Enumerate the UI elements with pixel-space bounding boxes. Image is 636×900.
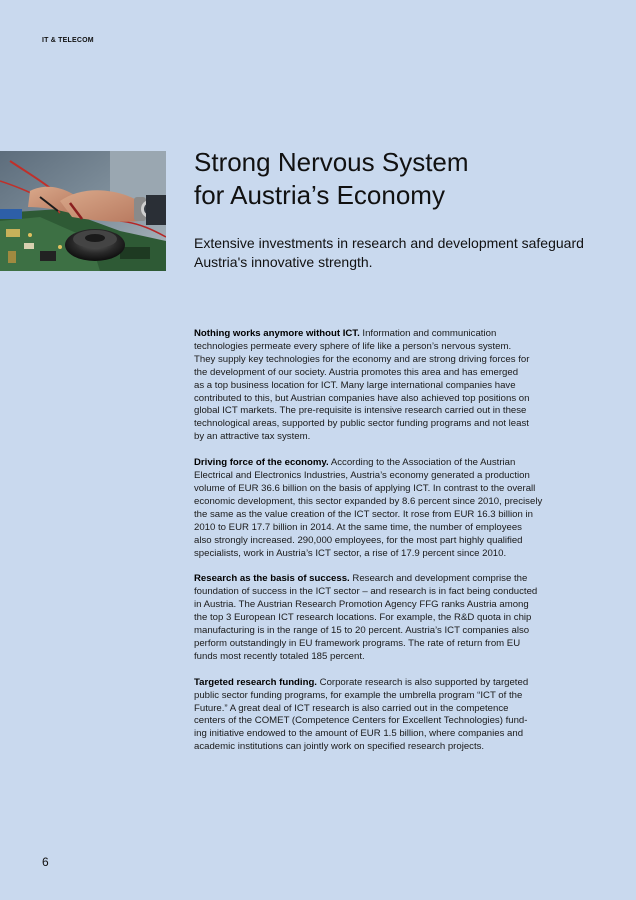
paragraph-line: in Austria. The Austrian Research Promotion Agency FFG ranks Austria among — [194, 599, 529, 611]
paragraph-line — [194, 677, 566, 690]
paragraph-line: centers of the COMET (Competence Centers for Excellent Technologies) fund- — [194, 715, 528, 727]
paragraph-line: academic institutions can jointly work on specified research projects. — [194, 741, 485, 753]
subtitle-line: Austria's innovative strength. — [194, 254, 373, 270]
paragraph-line: 2010 to EUR 17.7 billion in 2014. At the same time, the number of employees — [194, 521, 522, 533]
paragraph-line: the top 3 European ICT research locations. For example, the R&D quota in chip — [194, 612, 532, 624]
paragraph-line: also strongly increased. 290,000 employees, for the most part highly qualified — [194, 534, 523, 546]
paragraph-text: Research and development comprise the — [349, 573, 528, 585]
paragraph-line: public sector funding programs, for example the umbrella program “ICT of the — [194, 689, 523, 701]
paragraph-funding — [194, 677, 566, 754]
paragraph-line: global ICT markets. The pre-requisite is intensive research carried out in these — [194, 405, 527, 417]
article-subtitle — [194, 234, 594, 272]
paragraph-line — [194, 457, 566, 470]
paragraph-heading: Nothing works anymore without ICT. — [194, 328, 360, 339]
article-title — [194, 146, 594, 212]
paragraph-text: According to the Association of the Austrian — [328, 457, 516, 469]
paragraph-text: Information and communication — [359, 328, 497, 339]
paragraph-line: ing initiative endowed to the amount of EUR 1.5 billion, where companies and — [194, 728, 524, 740]
paragraph-line: manufacturing is in the range of 15 to 20 percent. Austria’s ICT companies also — [194, 625, 530, 637]
paragraph-line — [194, 573, 566, 586]
section-label: IT & TELECOM — [42, 37, 94, 44]
paragraph-line: They supply key technologies for the economy and are strong driving forces for — [194, 353, 530, 365]
paragraph-ict — [194, 328, 566, 444]
paragraph-line: foundation of success in the ICT sector – and research is in fact being conducted — [194, 586, 538, 598]
paragraph-line: perform outstandingly in EU framework programs. The rate of return from EU — [194, 637, 521, 649]
paragraph-economy — [194, 457, 566, 560]
paragraph-line: the development of our society. Austria promotes this area and has emerged — [194, 366, 519, 378]
paragraph-line — [194, 328, 566, 341]
paragraph-line: Future.” A great deal of ICT research is also carried out in the competence — [194, 702, 509, 714]
paragraph-line: specialists, work in Austria’s ICT sector, a rise of 17.9 percent since 2010. — [194, 547, 507, 559]
paragraph-line: contributed to this, but Austrian companies have also achieved top positions on — [194, 392, 530, 404]
title-line: for Austria’s Economy — [194, 180, 445, 210]
paragraph-line: technologies permeate every sphere of life like a person’s nervous system. — [194, 340, 512, 352]
paragraph-line: as a top business location for ICT. Many large international companies have — [194, 379, 516, 391]
paragraph-line: economic development, this sector expanded by 8.6 percent since 2010, precisely — [194, 495, 543, 507]
electronics-photo — [0, 151, 166, 271]
paragraph-heading: Research as the basis of success. — [194, 573, 350, 585]
paragraph-line: by an attractive tax system. — [194, 431, 311, 443]
paragraph-line: funds most recently totaled 185 percent. — [194, 650, 365, 662]
page-number: 6 — [42, 855, 49, 869]
paragraph-line: volume of EUR 36.6 billion on the basis of applying ICT. In contrast to the overall — [194, 482, 536, 494]
subtitle-line: Extensive investments in research and development safeguard — [194, 235, 584, 251]
paragraph-line: Electrical and Electronics Industries, Austria’s economy generated a production — [194, 470, 530, 482]
paragraph-heading: Targeted research funding. — [194, 676, 317, 688]
paragraph-heading: Driving force of the economy. — [194, 457, 329, 469]
paragraph-line: technological areas, supported by public sector funding programs and not least — [194, 418, 529, 430]
paragraph-text: Corporate research is also supported by targeted — [316, 676, 529, 688]
title-line: Strong Nervous System — [194, 147, 469, 177]
paragraph-research — [194, 573, 566, 663]
paragraph-line: the same as the value creation of the ICT sector. It rose from EUR 16.3 billion in — [194, 508, 533, 520]
article-body — [194, 328, 566, 767]
